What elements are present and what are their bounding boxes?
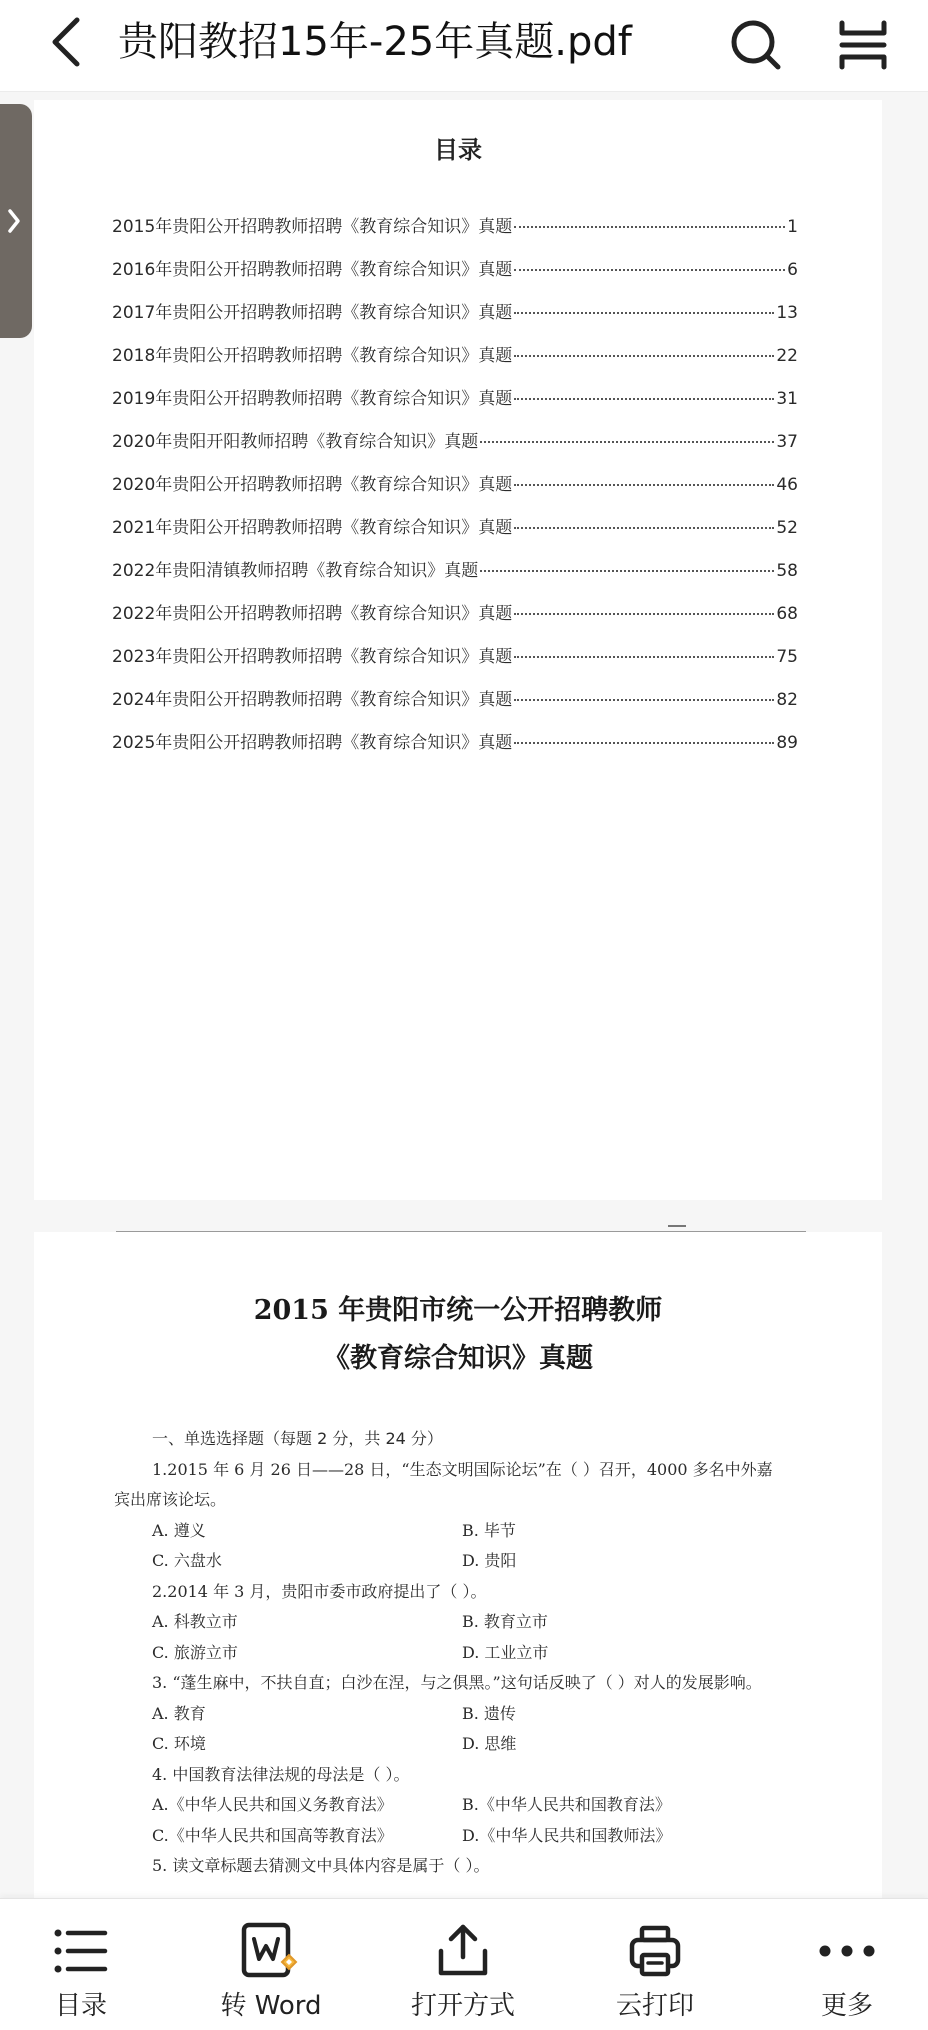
option-row [114, 1729, 814, 1760]
toc-entry-page: 75 [776, 647, 798, 667]
exam-title-line2: 《教育综合知识》真题 [323, 1343, 593, 1374]
toc-entry-title: 2017年贵阳公开招聘教师招聘《教育综合知识》真题 [112, 303, 513, 323]
question-text: 4. 中国教育法律法规的母法是（ ）。 [152, 1764, 410, 1784]
search-icon [727, 17, 783, 73]
toc-entry-title: 2022年贵阳公开招聘教师招聘《教育综合知识》真题 [112, 604, 513, 624]
toc-entry-page: 22 [776, 346, 798, 366]
option: C. 环境 [152, 1734, 206, 1753]
toc-entry-page: 46 [776, 475, 798, 495]
pdf-page-exam[interactable] [34, 1232, 882, 1902]
question-text: 5. 读文章标题去猜测文中具体内容是属于（ ）。 [152, 1856, 490, 1875]
search-button[interactable] [722, 12, 788, 78]
top-bar [0, 0, 928, 92]
toc-leader [480, 441, 774, 443]
toc-leader [514, 312, 774, 314]
toc-entry-title: 2020年贵阳公开招聘教师招聘《教育综合知识》真题 [112, 475, 513, 495]
pdf-page-toc[interactable] [34, 100, 882, 1200]
cloud-print-button[interactable] [590, 1899, 720, 2030]
open-with-button-label: 打开方式 [410, 1991, 515, 2021]
convert-word-icon [240, 1922, 302, 1980]
toc-leader [514, 527, 774, 529]
option: D. 贵阳 [462, 1551, 517, 1570]
toc-entry[interactable] [112, 470, 798, 513]
exam-title-line1: 2015 年贵阳市统一公开招聘教师 [253, 1295, 663, 1326]
share-icon [435, 1923, 491, 1979]
toc-entry[interactable] [112, 427, 798, 470]
option: B. 毕节 [462, 1520, 516, 1540]
open-with-button[interactable] [398, 1899, 528, 2030]
toc-entry[interactable] [112, 212, 798, 255]
option-row [114, 1516, 814, 1547]
chevron-right-icon [6, 207, 22, 235]
chevron-left-icon [49, 16, 83, 68]
toc-entry-title: 2015年贵阳公开招聘教师招聘《教育综合知识》真题 [112, 217, 513, 237]
toc-entry-title: 2018年贵阳公开招聘教师招聘《教育综合知识》真题 [112, 346, 513, 366]
toc-entry-page: 89 [776, 733, 798, 753]
toc-entry-page: 31 [776, 389, 798, 409]
toc-entry[interactable] [112, 599, 798, 642]
toc-leader [514, 484, 774, 486]
toc-leader [514, 226, 785, 228]
question-text: 2.2014 年 3 月，贵阳市委市政府提出了（ ）。 [152, 1581, 487, 1601]
toc-leader [514, 269, 785, 271]
toc-entry-page: 52 [776, 518, 798, 538]
exam-body [114, 1424, 814, 1882]
section-heading: 一、单选选择题（每题 2 分，共 24 分） [152, 1429, 443, 1448]
convert-word-button[interactable] [206, 1899, 336, 2030]
toc-entry-title: 2023年贵阳公开招聘教师招聘《教育综合知识》真题 [112, 647, 513, 667]
option-row [114, 1790, 814, 1821]
back-button[interactable] [36, 10, 96, 74]
expand-button[interactable] [830, 12, 896, 78]
toc-entry[interactable] [112, 556, 798, 599]
toc-leader [514, 699, 774, 701]
toc-entry-title: 2025年贵阳公开招聘教师招聘《教育综合知识》真题 [112, 733, 513, 753]
document-title: 贵阳教招15年-25年真题.pdf [118, 19, 632, 65]
toc-list [112, 212, 798, 771]
toc-entry[interactable] [112, 685, 798, 728]
toc-entry-page: 13 [776, 303, 798, 323]
option: C.《中华人民共和国高等教育法》 [152, 1825, 393, 1845]
option: D. 思维 [462, 1734, 517, 1753]
toc-leader [514, 613, 774, 615]
question-text: 宾出席该论坛。 [114, 1490, 227, 1509]
toc-entry-title: 2016年贵阳公开招聘教师招聘《教育综合知识》真题 [112, 260, 513, 280]
option: A. 科教立市 [152, 1612, 238, 1631]
toc-entry-title: 2019年贵阳公开招聘教师招聘《教育综合知识》真题 [112, 389, 513, 409]
list-icon [53, 1926, 109, 1976]
option: C. 旅游立市 [152, 1642, 238, 1662]
option: D. 工业立市 [462, 1642, 549, 1662]
toc-entry-page: 37 [776, 432, 798, 452]
option: A. 教育 [152, 1703, 206, 1723]
toc-button[interactable] [16, 1899, 146, 2030]
more-button-label: 更多 [820, 1991, 873, 2021]
option-row [114, 1821, 814, 1852]
toc-entry[interactable] [112, 341, 798, 384]
option: B.《中华人民共和国教育法》 [462, 1795, 671, 1814]
option-row [114, 1638, 814, 1669]
toc-entry-title: 2024年贵阳公开招聘教师招聘《教育综合知识》真题 [112, 690, 513, 710]
toc-button-label: 目录 [54, 1991, 107, 2021]
cloud-print-button-label: 云打印 [615, 1991, 694, 2021]
expand-icon [837, 19, 889, 71]
question-text: 1.2015 年 6 月 26 日——28 日，“生态文明国际论坛”在（ ）召开，4000 多名中外嘉 [152, 1459, 773, 1479]
toc-entry[interactable] [112, 513, 798, 556]
option: A. 遵义 [152, 1520, 206, 1540]
option-row [114, 1607, 814, 1638]
option: D.《中华人民共和国教师法》 [462, 1825, 672, 1845]
toc-leader [480, 570, 774, 572]
toc-entry-page: 68 [776, 604, 798, 624]
toc-entry-page: 6 [787, 260, 798, 280]
option: A.《中华人民共和国义务教育法》 [152, 1795, 393, 1814]
toc-title: 目录 [434, 136, 482, 164]
toc-entry[interactable] [112, 384, 798, 427]
option-row [114, 1546, 814, 1577]
toc-entry[interactable] [112, 642, 798, 685]
toc-leader [514, 656, 774, 658]
convert-word-button-label: 转 Word [220, 1991, 322, 2021]
option: C. 六盘水 [152, 1551, 222, 1570]
toc-leader [514, 398, 774, 400]
question-text: 3. “蓬生麻中，不扶自直；白沙在涅，与之俱黑。”这句话反映了（ ）对人的发展影响。 [152, 1673, 762, 1692]
printer-icon [627, 1923, 683, 1979]
bottom-toolbar [0, 1898, 928, 2030]
option: B. 遗传 [462, 1703, 516, 1723]
toc-leader [514, 742, 774, 744]
toc-entry-page: 1 [787, 217, 798, 237]
side-drawer-handle[interactable] [0, 104, 32, 338]
more-icon [817, 1944, 877, 1958]
option-row [114, 1699, 814, 1730]
toc-leader [514, 355, 774, 357]
option: B. 教育立市 [462, 1612, 548, 1631]
toc-entry-title: 2021年贵阳公开招聘教师招聘《教育综合知识》真题 [112, 518, 513, 538]
toc-entry[interactable] [112, 728, 798, 771]
more-button[interactable] [782, 1899, 912, 2030]
toc-entry-page: 82 [776, 690, 798, 710]
toc-entry-title: 2022年贵阳清镇教师招聘《教育综合知识》真题 [112, 561, 479, 581]
toc-entry-title: 2020年贵阳开阳教师招聘《教育综合知识》真题 [112, 432, 479, 452]
toc-entry[interactable] [112, 298, 798, 341]
page-separator-mark [668, 1225, 686, 1227]
toc-entry-page: 58 [776, 561, 798, 581]
toc-entry[interactable] [112, 255, 798, 298]
